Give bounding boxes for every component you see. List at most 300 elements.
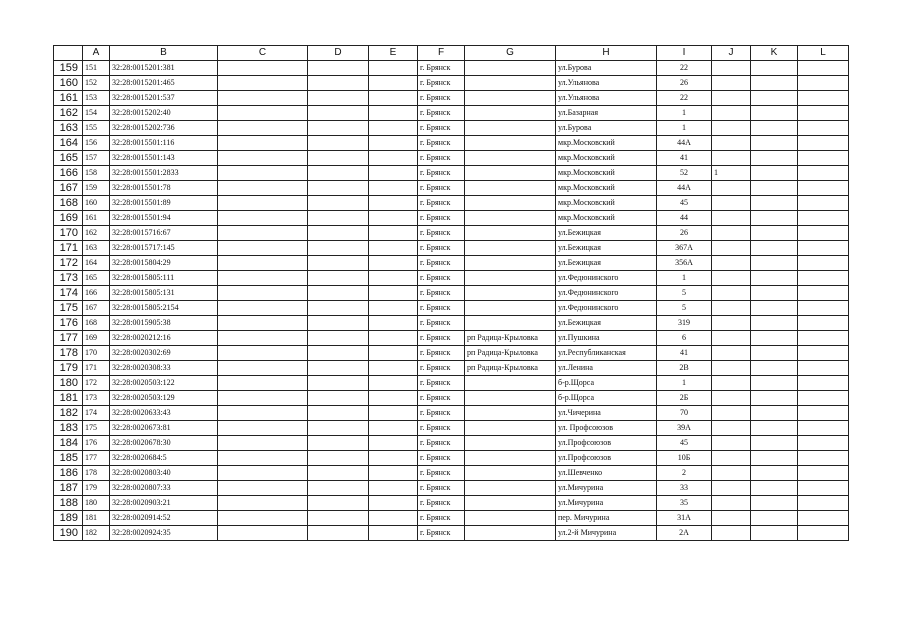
cell-g[interactable] (465, 76, 556, 91)
cell-l[interactable] (798, 181, 849, 196)
cell-d[interactable] (308, 226, 369, 241)
cell-h[interactable]: б-р.Щорса (556, 391, 657, 406)
cell-i[interactable]: 44А (657, 181, 712, 196)
cell-e[interactable] (369, 136, 418, 151)
cell-k[interactable] (751, 181, 798, 196)
cell-g[interactable] (465, 61, 556, 76)
cell-h[interactable]: ул.Профсоюзов (556, 436, 657, 451)
cell-i[interactable]: 22 (657, 61, 712, 76)
cell-c[interactable] (218, 331, 308, 346)
cell-g[interactable] (465, 376, 556, 391)
cell-i[interactable]: 35 (657, 496, 712, 511)
cell-a[interactable]: 171 (83, 361, 110, 376)
cell-l[interactable] (798, 166, 849, 181)
cell-c[interactable] (218, 61, 308, 76)
cell-k[interactable] (751, 166, 798, 181)
cell-l[interactable] (798, 451, 849, 466)
cell-i[interactable]: 2Б (657, 391, 712, 406)
cell-e[interactable] (369, 241, 418, 256)
cell-f[interactable]: г. Брянск (418, 346, 465, 361)
cell-f[interactable]: г. Брянск (418, 376, 465, 391)
cell-e[interactable] (369, 496, 418, 511)
cell-e[interactable] (369, 91, 418, 106)
cell-j[interactable]: 1 (712, 166, 751, 181)
cell-g[interactable] (465, 121, 556, 136)
cell-a[interactable]: 160 (83, 196, 110, 211)
row-number[interactable]: 172 (54, 256, 83, 271)
cell-a[interactable]: 174 (83, 406, 110, 421)
cell-i[interactable]: 10Б (657, 451, 712, 466)
cell-c[interactable] (218, 526, 308, 541)
cell-g[interactable] (465, 466, 556, 481)
cell-f[interactable]: г. Брянск (418, 316, 465, 331)
cell-e[interactable] (369, 316, 418, 331)
cell-i[interactable]: 45 (657, 436, 712, 451)
cell-i[interactable]: 45 (657, 196, 712, 211)
cell-k[interactable] (751, 406, 798, 421)
cell-l[interactable] (798, 496, 849, 511)
cell-e[interactable] (369, 406, 418, 421)
cell-i[interactable]: 41 (657, 346, 712, 361)
cell-b[interactable]: 32:28:0020803:40 (110, 466, 218, 481)
row-number[interactable]: 160 (54, 76, 83, 91)
cell-b[interactable]: 32:28:0020914:52 (110, 511, 218, 526)
cell-e[interactable] (369, 271, 418, 286)
cell-a[interactable]: 153 (83, 91, 110, 106)
row-number[interactable]: 170 (54, 226, 83, 241)
cell-b[interactable]: 32:28:0020308:33 (110, 361, 218, 376)
cell-j[interactable] (712, 361, 751, 376)
cell-k[interactable] (751, 316, 798, 331)
row-number[interactable]: 182 (54, 406, 83, 421)
cell-b[interactable]: 32:28:0020924:35 (110, 526, 218, 541)
cell-d[interactable] (308, 241, 369, 256)
cell-f[interactable]: г. Брянск (418, 151, 465, 166)
cell-c[interactable] (218, 466, 308, 481)
cell-d[interactable] (308, 436, 369, 451)
cell-b[interactable]: 32:28:0020503:122 (110, 376, 218, 391)
cell-i[interactable]: 26 (657, 226, 712, 241)
cell-h[interactable]: ул.2-й Мичурина (556, 526, 657, 541)
row-number[interactable]: 162 (54, 106, 83, 121)
cell-j[interactable] (712, 391, 751, 406)
cell-f[interactable]: г. Брянск (418, 61, 465, 76)
cell-l[interactable] (798, 466, 849, 481)
cell-e[interactable] (369, 151, 418, 166)
cell-j[interactable] (712, 451, 751, 466)
cell-i[interactable]: 70 (657, 406, 712, 421)
cell-g[interactable] (465, 451, 556, 466)
cell-l[interactable] (798, 256, 849, 271)
column-header-k[interactable]: K (751, 46, 798, 61)
cell-f[interactable]: г. Брянск (418, 526, 465, 541)
cell-a[interactable]: 170 (83, 346, 110, 361)
cell-f[interactable]: г. Брянск (418, 271, 465, 286)
cell-h[interactable]: ул.Федюнинского (556, 286, 657, 301)
cell-c[interactable] (218, 136, 308, 151)
row-number[interactable]: 174 (54, 286, 83, 301)
cell-e[interactable] (369, 181, 418, 196)
cell-j[interactable] (712, 436, 751, 451)
cell-k[interactable] (751, 481, 798, 496)
cell-e[interactable] (369, 421, 418, 436)
cell-g[interactable] (465, 271, 556, 286)
cell-f[interactable]: г. Брянск (418, 286, 465, 301)
column-header-h[interactable]: H (556, 46, 657, 61)
cell-k[interactable] (751, 76, 798, 91)
cell-e[interactable] (369, 121, 418, 136)
cell-g[interactable]: рп Радица-Крыловка (465, 361, 556, 376)
cell-b[interactable]: 32:28:0015716:67 (110, 226, 218, 241)
cell-e[interactable] (369, 526, 418, 541)
cell-i[interactable]: 367А (657, 241, 712, 256)
cell-a[interactable]: 180 (83, 496, 110, 511)
cell-b[interactable]: 32:28:0020212:16 (110, 331, 218, 346)
row-number[interactable]: 168 (54, 196, 83, 211)
cell-j[interactable] (712, 136, 751, 151)
cell-k[interactable] (751, 196, 798, 211)
row-number[interactable]: 169 (54, 211, 83, 226)
cell-a[interactable]: 176 (83, 436, 110, 451)
cell-f[interactable]: г. Брянск (418, 136, 465, 151)
row-number[interactable]: 163 (54, 121, 83, 136)
cell-l[interactable] (798, 361, 849, 376)
cell-e[interactable] (369, 331, 418, 346)
cell-b[interactable]: 32:28:0020678:30 (110, 436, 218, 451)
cell-c[interactable] (218, 91, 308, 106)
cell-j[interactable] (712, 121, 751, 136)
cell-g[interactable]: рп Радица-Крыловка (465, 331, 556, 346)
cell-k[interactable] (751, 271, 798, 286)
cell-k[interactable] (751, 526, 798, 541)
cell-e[interactable] (369, 436, 418, 451)
cell-a[interactable]: 158 (83, 166, 110, 181)
cell-e[interactable] (369, 61, 418, 76)
cell-l[interactable] (798, 106, 849, 121)
cell-g[interactable] (465, 526, 556, 541)
row-number[interactable]: 190 (54, 526, 83, 541)
cell-d[interactable] (308, 61, 369, 76)
row-number[interactable]: 175 (54, 301, 83, 316)
cell-k[interactable] (751, 496, 798, 511)
cell-d[interactable] (308, 301, 369, 316)
cell-b[interactable]: 32:28:0020684:5 (110, 451, 218, 466)
cell-a[interactable]: 166 (83, 286, 110, 301)
cell-d[interactable] (308, 181, 369, 196)
cell-j[interactable] (712, 226, 751, 241)
cell-b[interactable]: 32:28:0015717:145 (110, 241, 218, 256)
cell-g[interactable] (465, 211, 556, 226)
cell-k[interactable] (751, 136, 798, 151)
cell-c[interactable] (218, 451, 308, 466)
cell-j[interactable] (712, 496, 751, 511)
cell-c[interactable] (218, 376, 308, 391)
cell-d[interactable] (308, 361, 369, 376)
cell-a[interactable]: 154 (83, 106, 110, 121)
row-number[interactable]: 165 (54, 151, 83, 166)
cell-k[interactable] (751, 241, 798, 256)
cell-b[interactable]: 32:28:0020302:69 (110, 346, 218, 361)
cell-l[interactable] (798, 136, 849, 151)
row-number[interactable]: 189 (54, 511, 83, 526)
cell-l[interactable] (798, 61, 849, 76)
cell-d[interactable] (308, 526, 369, 541)
cell-f[interactable]: г. Брянск (418, 331, 465, 346)
cell-g[interactable] (465, 406, 556, 421)
cell-f[interactable]: г. Брянск (418, 166, 465, 181)
column-header-e[interactable]: E (369, 46, 418, 61)
cell-g[interactable] (465, 481, 556, 496)
cell-d[interactable] (308, 331, 369, 346)
corner-cell[interactable] (54, 46, 83, 61)
cell-i[interactable]: 1 (657, 271, 712, 286)
cell-l[interactable] (798, 406, 849, 421)
cell-h[interactable]: б-р.Щорса (556, 376, 657, 391)
cell-j[interactable] (712, 151, 751, 166)
cell-a[interactable]: 161 (83, 211, 110, 226)
cell-b[interactable]: 32:28:0015804:29 (110, 256, 218, 271)
cell-d[interactable] (308, 211, 369, 226)
cell-j[interactable] (712, 331, 751, 346)
cell-e[interactable] (369, 346, 418, 361)
cell-c[interactable] (218, 301, 308, 316)
cell-d[interactable] (308, 346, 369, 361)
cell-j[interactable] (712, 526, 751, 541)
cell-d[interactable] (308, 106, 369, 121)
cell-l[interactable] (798, 421, 849, 436)
cell-g[interactable] (465, 436, 556, 451)
cell-f[interactable]: г. Брянск (418, 496, 465, 511)
cell-j[interactable] (712, 61, 751, 76)
cell-b[interactable]: 32:28:0015805:2154 (110, 301, 218, 316)
row-number[interactable]: 167 (54, 181, 83, 196)
cell-e[interactable] (369, 256, 418, 271)
cell-l[interactable] (798, 376, 849, 391)
cell-c[interactable] (218, 211, 308, 226)
cell-l[interactable] (798, 271, 849, 286)
row-number[interactable]: 187 (54, 481, 83, 496)
cell-c[interactable] (218, 391, 308, 406)
cell-f[interactable]: г. Брянск (418, 106, 465, 121)
cell-l[interactable] (798, 316, 849, 331)
cell-k[interactable] (751, 361, 798, 376)
row-number[interactable]: 181 (54, 391, 83, 406)
cell-l[interactable] (798, 241, 849, 256)
cell-k[interactable] (751, 466, 798, 481)
cell-f[interactable]: г. Брянск (418, 226, 465, 241)
cell-k[interactable] (751, 211, 798, 226)
cell-i[interactable]: 33 (657, 481, 712, 496)
cell-l[interactable] (798, 226, 849, 241)
cell-k[interactable] (751, 421, 798, 436)
cell-a[interactable]: 162 (83, 226, 110, 241)
cell-a[interactable]: 152 (83, 76, 110, 91)
cell-c[interactable] (218, 481, 308, 496)
cell-c[interactable] (218, 166, 308, 181)
cell-a[interactable]: 159 (83, 181, 110, 196)
cell-h[interactable]: ул.Ульянова (556, 76, 657, 91)
cell-l[interactable] (798, 76, 849, 91)
cell-g[interactable] (465, 241, 556, 256)
cell-a[interactable]: 163 (83, 241, 110, 256)
cell-h[interactable]: ул. Профсоюзов (556, 421, 657, 436)
cell-b[interactable]: 32:28:0015805:131 (110, 286, 218, 301)
cell-l[interactable] (798, 436, 849, 451)
cell-i[interactable]: 41 (657, 151, 712, 166)
cell-b[interactable]: 32:28:0015805:111 (110, 271, 218, 286)
cell-b[interactable]: 32:28:0015202:736 (110, 121, 218, 136)
cell-k[interactable] (751, 106, 798, 121)
cell-b[interactable]: 32:28:0015501:89 (110, 196, 218, 211)
cell-l[interactable] (798, 196, 849, 211)
cell-g[interactable] (465, 316, 556, 331)
cell-e[interactable] (369, 196, 418, 211)
cell-l[interactable] (798, 331, 849, 346)
cell-i[interactable]: 22 (657, 91, 712, 106)
cell-a[interactable]: 173 (83, 391, 110, 406)
cell-i[interactable]: 356А (657, 256, 712, 271)
cell-c[interactable] (218, 121, 308, 136)
cell-c[interactable] (218, 181, 308, 196)
cell-a[interactable]: 167 (83, 301, 110, 316)
cell-a[interactable]: 182 (83, 526, 110, 541)
cell-c[interactable] (218, 241, 308, 256)
cell-k[interactable] (751, 91, 798, 106)
cell-a[interactable]: 164 (83, 256, 110, 271)
cell-c[interactable] (218, 196, 308, 211)
cell-i[interactable]: 44 (657, 211, 712, 226)
cell-h[interactable]: мкр.Московский (556, 151, 657, 166)
cell-a[interactable]: 157 (83, 151, 110, 166)
cell-a[interactable]: 178 (83, 466, 110, 481)
cell-d[interactable] (308, 121, 369, 136)
cell-i[interactable]: 1 (657, 376, 712, 391)
cell-j[interactable] (712, 196, 751, 211)
cell-e[interactable] (369, 76, 418, 91)
cell-g[interactable] (465, 196, 556, 211)
cell-d[interactable] (308, 136, 369, 151)
cell-h[interactable]: мкр.Московский (556, 136, 657, 151)
cell-c[interactable] (218, 106, 308, 121)
row-number[interactable]: 177 (54, 331, 83, 346)
cell-b[interactable]: 32:28:0020807:33 (110, 481, 218, 496)
cell-l[interactable] (798, 511, 849, 526)
cell-l[interactable] (798, 526, 849, 541)
cell-k[interactable] (751, 286, 798, 301)
cell-h[interactable]: ул.Бежицкая (556, 256, 657, 271)
column-header-l[interactable]: L (798, 46, 849, 61)
cell-a[interactable]: 169 (83, 331, 110, 346)
cell-e[interactable] (369, 481, 418, 496)
cell-k[interactable] (751, 391, 798, 406)
cell-h[interactable]: ул.Федюнинского (556, 301, 657, 316)
cell-l[interactable] (798, 391, 849, 406)
cell-e[interactable] (369, 106, 418, 121)
cell-j[interactable] (712, 316, 751, 331)
cell-a[interactable]: 175 (83, 421, 110, 436)
cell-k[interactable] (751, 511, 798, 526)
cell-k[interactable] (751, 436, 798, 451)
cell-l[interactable] (798, 151, 849, 166)
cell-h[interactable]: пер. Мичурина (556, 511, 657, 526)
cell-j[interactable] (712, 511, 751, 526)
cell-f[interactable]: г. Брянск (418, 451, 465, 466)
cell-d[interactable] (308, 496, 369, 511)
cell-g[interactable] (465, 226, 556, 241)
cell-j[interactable] (712, 421, 751, 436)
cell-i[interactable]: 6 (657, 331, 712, 346)
cell-h[interactable]: ул.Ленина (556, 361, 657, 376)
cell-l[interactable] (798, 481, 849, 496)
cell-b[interactable]: 32:28:0015501:2833 (110, 166, 218, 181)
cell-g[interactable] (465, 106, 556, 121)
cell-h[interactable]: ул.Мичурина (556, 481, 657, 496)
cell-h[interactable]: ул.Республиканская (556, 346, 657, 361)
cell-d[interactable] (308, 511, 369, 526)
cell-f[interactable]: г. Брянск (418, 421, 465, 436)
cell-k[interactable] (751, 301, 798, 316)
cell-f[interactable]: г. Брянск (418, 391, 465, 406)
cell-l[interactable] (798, 121, 849, 136)
cell-b[interactable]: 32:28:0015501:143 (110, 151, 218, 166)
cell-e[interactable] (369, 301, 418, 316)
cell-l[interactable] (798, 301, 849, 316)
cell-k[interactable] (751, 346, 798, 361)
cell-a[interactable]: 177 (83, 451, 110, 466)
column-header-c[interactable]: C (218, 46, 308, 61)
cell-g[interactable] (465, 166, 556, 181)
cell-g[interactable] (465, 286, 556, 301)
cell-h[interactable]: ул.Федюнинского (556, 271, 657, 286)
cell-d[interactable] (308, 76, 369, 91)
column-header-f[interactable]: F (418, 46, 465, 61)
cell-i[interactable]: 2А (657, 526, 712, 541)
cell-f[interactable]: г. Брянск (418, 196, 465, 211)
cell-h[interactable]: ул.Бежицкая (556, 241, 657, 256)
cell-c[interactable] (218, 511, 308, 526)
column-header-d[interactable]: D (308, 46, 369, 61)
cell-d[interactable] (308, 451, 369, 466)
cell-l[interactable] (798, 211, 849, 226)
cell-l[interactable] (798, 286, 849, 301)
cell-a[interactable]: 165 (83, 271, 110, 286)
cell-c[interactable] (218, 286, 308, 301)
cell-l[interactable] (798, 346, 849, 361)
cell-k[interactable] (751, 331, 798, 346)
cell-b[interactable]: 32:28:0015501:116 (110, 136, 218, 151)
cell-g[interactable] (465, 256, 556, 271)
cell-d[interactable] (308, 316, 369, 331)
cell-j[interactable] (712, 376, 751, 391)
cell-j[interactable] (712, 241, 751, 256)
cell-j[interactable] (712, 211, 751, 226)
cell-d[interactable] (308, 466, 369, 481)
cell-d[interactable] (308, 406, 369, 421)
cell-h[interactable]: ул.Шевченко (556, 466, 657, 481)
cell-h[interactable]: ул.Чичерина (556, 406, 657, 421)
cell-f[interactable]: г. Брянск (418, 76, 465, 91)
row-number[interactable]: 185 (54, 451, 83, 466)
cell-f[interactable]: г. Брянск (418, 511, 465, 526)
cell-b[interactable]: 32:28:0015201:465 (110, 76, 218, 91)
cell-i[interactable]: 2 (657, 466, 712, 481)
column-header-i[interactable]: I (657, 46, 712, 61)
row-number[interactable]: 176 (54, 316, 83, 331)
cell-h[interactable]: ул.Ульянова (556, 91, 657, 106)
cell-g[interactable] (465, 421, 556, 436)
row-number[interactable]: 164 (54, 136, 83, 151)
cell-c[interactable] (218, 271, 308, 286)
